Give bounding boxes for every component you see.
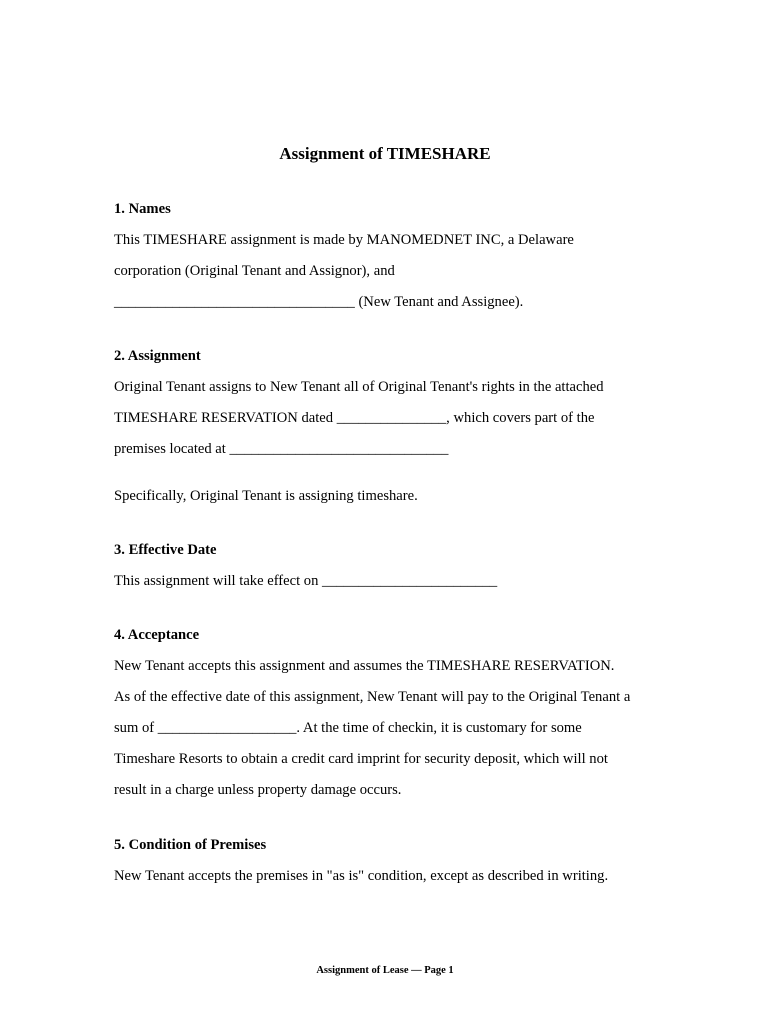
paragraph-line: This assignment will take effect on ________________________: [114, 573, 498, 589]
paragraph-line: New Tenant accepts the premises in "as is" condition, except as described in writing.: [114, 868, 609, 884]
paragraph-line: _________________________________ (New Tenant and Assignee).: [114, 294, 524, 310]
paragraph-line: result in a charge unless property damage occurs.: [114, 782, 402, 798]
paragraph-line: This TIMESHARE assignment is made by MANOMEDNET INC, a Delaware: [114, 232, 574, 248]
document-title: Assignment of TIMESHARE: [279, 144, 491, 163]
paragraph-line: Original Tenant assigns to New Tenant all of Original Tenant's rights in the attached: [114, 379, 604, 395]
paragraph-line: New Tenant accepts this assignment and assumes the TIMESHARE RESERVATION.: [114, 658, 615, 674]
paragraph-line: Specifically, Original Tenant is assigning timeshare.: [114, 488, 418, 504]
paragraph-line: Timeshare Resorts to obtain a credit card imprint for security deposit, which will not: [114, 751, 608, 767]
section-heading-condition-of-premises: 5. Condition of Premises: [114, 837, 267, 853]
paragraph-line: As of the effective date of this assignment, New Tenant will pay to the Original Tenant a: [114, 689, 631, 705]
paragraph-line: TIMESHARE RESERVATION dated _______________, which covers part of the: [114, 410, 595, 426]
paragraph-line: sum of ___________________. At the time of checkin, it is customary for some: [114, 720, 582, 736]
section-heading-effective-date: 3. Effective Date: [114, 542, 217, 558]
section-heading-names: 1. Names: [114, 201, 171, 217]
page-footer: Assignment of Lease — Page 1: [316, 965, 454, 976]
section-heading-acceptance: 4. Acceptance: [114, 627, 200, 643]
section-heading-assignment: 2. Assignment: [114, 348, 201, 364]
paragraph-line: premises located at ______________________________: [114, 441, 449, 457]
paragraph-line: corporation (Original Tenant and Assignor), and: [114, 263, 395, 279]
